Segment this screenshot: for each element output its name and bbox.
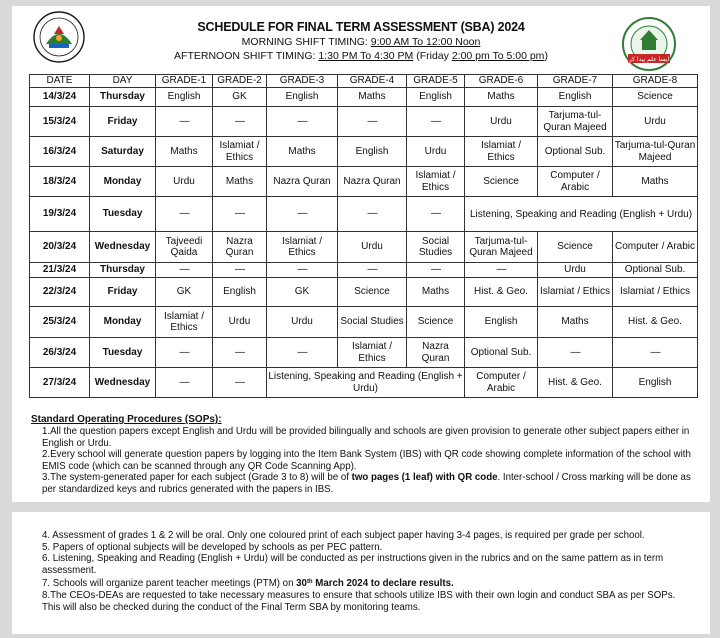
sop-item-7-a: 7. Schools will organize parent teacher meetings (PTM) on [42,578,297,590]
cell-grade-1: Islamiat / Ethics [156,307,213,338]
cell-grade-7: — [538,338,613,368]
afternoon-label: AFTERNOON SHIFT TIMING: [174,50,319,62]
col-header-grade-7: GRADE-7 [538,75,613,88]
cell-grade-5: — [407,263,465,278]
cell-day: Wednesday [90,232,156,263]
cell-date: 18/3/24 [30,167,90,197]
cell-grade-1: — [156,107,213,137]
cell-grade-5: Urdu [407,137,465,167]
cell-grade-1: — [156,368,213,398]
cell-grade-7: Maths [538,307,613,338]
cell-grade-8: Computer / Arabic [613,232,698,263]
afternoon-close: ) [544,50,548,62]
cell-grade-2: — [213,338,267,368]
cell-date: 19/3/24 [30,197,90,232]
cell-date: 27/3/24 [30,368,90,398]
sop-item-3-a: 3.The system-generated paper for each subject (Grade 3 to 8) will be of [42,472,352,484]
cell-grade-3-5: Listening, Speaking and Reading (English + Urdu) [267,368,465,398]
cell-grade-5: Social Studies [407,232,465,263]
cell-date: 25/3/24 [30,307,90,338]
sops-title: Standard Operating Procedures (SOPs): [31,414,222,425]
cell-date: 21/3/24 [30,263,90,278]
cell-grade-2: GK [213,88,267,107]
cell-grade-7: Tarjuma-tul-Quran Majeed [538,107,613,137]
cell-grade-5: — [407,107,465,137]
cell-day: Monday [90,307,156,338]
cell-grade-2: — [213,368,267,398]
cell-grade-2: — [213,107,267,137]
cell-grade-3: — [267,107,338,137]
cell-grade-4: Science [338,278,407,307]
sop-item-6: 6. Listening, Speaking and Reading (English + Urdu) will be conducted as per instructions given in the rubrics and on the same pattern as in term assessment. [42,553,664,576]
table-row [30,232,698,263]
cell-grade-5: Islamiat / Ethics [407,167,465,197]
cell-grade-6: Science [465,167,538,197]
cell-grade-1: English [156,88,213,107]
cell-grade-8: — [613,338,698,368]
cell-day: Tuesday [90,197,156,232]
cell-day: Wednesday [90,368,156,398]
cell-grade-2: — [213,263,267,278]
cell-grade-6: Tarjuma-tul-Quran Majeed [465,232,538,263]
col-header-grade-8: GRADE-8 [613,75,698,88]
afternoon-shift-timing [12,50,710,62]
cell-grade-6: Hist. & Geo. [465,278,538,307]
cell-grade-7: Urdu [538,263,613,278]
cell-grade-1: — [156,197,213,232]
cell-date: 20/3/24 [30,232,90,263]
col-header-grade-3: GRADE-3 [267,75,338,88]
sops-list-continued [31,530,691,613]
afternoon-time: 1:30 PM To 4:30 PM [318,50,414,62]
sop-item-7-sup: th [306,578,313,585]
table-row [30,197,698,232]
table-header-row [30,75,698,88]
cell-grade-4: English [338,137,407,167]
cell-grade-4: Social Studies [338,307,407,338]
col-header-grade-1: GRADE-1 [156,75,213,88]
cell-grade-4: Urdu [338,232,407,263]
cell-grade-8: Optional Sub. [613,263,698,278]
cell-grade-8: Hist. & Geo. [613,307,698,338]
sop-item-7-c: March 2024 to declare results. [312,578,454,590]
cell-grade-3: Nazra Quran [267,167,338,197]
table-row [30,307,698,338]
sop-item-3-bold: two pages (1 leaf) with QR code [351,472,498,484]
cell-grade-7: Science [538,232,613,263]
sops-list [31,426,691,496]
cell-grade-5: — [407,197,465,232]
cell-day: Tuesday [90,338,156,368]
sop-item-2: 2.Every school will generate question papers by logging into the Item Bank System (IBS) with QR code showing complete information of the school with EMIS code (which can be scanned through any QR Code Scanning App). [42,449,691,472]
cell-grade-1: GK [156,278,213,307]
cell-grade-8: Maths [613,167,698,197]
cell-grade-6-8: Listening, Speaking and Reading (English + Urdu) [465,197,698,232]
col-header-grade-2: GRADE-2 [213,75,267,88]
cell-grade-7: Optional Sub. [538,137,613,167]
cell-grade-3: Islamiat / Ethics [267,232,338,263]
morning-time: 9:00 AM To 12:00 Noon [370,36,481,48]
cell-grade-2: Urdu [213,307,267,338]
table-row [30,137,698,167]
sop-item-4: 4. Assessment of grades 1 & 2 will be oral. Only one coloured print of each subject paper having 3-4 pages, is required per grade per school. [42,530,645,541]
table-row [30,88,698,107]
cell-grade-7: Hist. & Geo. [538,368,613,398]
col-header-day: DAY [90,75,156,88]
sop-item-7-date: 30 [296,578,307,590]
cell-day: Monday [90,167,156,197]
col-header-grade-5: GRADE-5 [407,75,465,88]
morning-shift-timing [12,36,710,48]
table-row [30,263,698,278]
cell-grade-5: Science [407,307,465,338]
sop-item-7 [31,576,691,590]
sop-item-3-c: . Inter-school / Cross marking will be done as per standardized keys and rubrics generated with the papers in IBS. [42,472,691,495]
cell-grade-7: Computer / Arabic [538,167,613,197]
cell-grade-2: Nazra Quran [213,232,267,263]
col-header-date: DATE [30,75,90,88]
cell-date: 15/3/24 [30,107,90,137]
document-page-1 [12,6,710,502]
schedule-title: SCHEDULE FOR FINAL TERM ASSESSMENT (SBA) 2024 [197,20,525,34]
cell-grade-4: — [338,197,407,232]
cell-grade-8: Islamiat / Ethics [613,278,698,307]
cell-grade-8: Science [613,88,698,107]
cell-grade-3: Urdu [267,307,338,338]
morning-label: MORNING SHIFT TIMING: [241,36,371,48]
cell-grade-2: English [213,278,267,307]
cell-date: 16/3/24 [30,137,90,167]
cell-grade-4: Maths [338,88,407,107]
cell-grade-6: — [465,263,538,278]
cell-day: Saturday [90,137,156,167]
cell-grade-5: Maths [407,278,465,307]
cell-grade-2: Maths [213,167,267,197]
cell-grade-2: Islamiat / Ethics [213,137,267,167]
cell-grade-2: — [213,197,267,232]
cell-date: 14/3/24 [30,88,90,107]
cell-grade-1: Tajveedi Qaida [156,232,213,263]
table-row [30,167,698,197]
cell-grade-1: Maths [156,137,213,167]
col-header-grade-6: GRADE-6 [465,75,538,88]
seal-text: ایسا علم پیدا کر [628,56,670,63]
cell-grade-5: English [407,88,465,107]
sop-item-1: 1.All the question papers except English and Urdu will be provided bilingually and schools are given provision to generate other subject papers either in English or Urdu. [42,426,690,449]
cell-grade-4: — [338,107,407,137]
cell-grade-4: Islamiat / Ethics [338,338,407,368]
cell-grade-8: Urdu [613,107,698,137]
cell-day: Thursday [90,88,156,107]
document-page-2 [12,512,710,634]
cell-grade-3: — [267,263,338,278]
cell-grade-3: GK [267,278,338,307]
sop-item-5: 5. Papers of optional subjects will be developed by schools as per PEC pattern. [42,541,383,553]
cell-grade-7: Islamiat / Ethics [538,278,613,307]
afternoon-friday-time: 2:00 pm To 5:00 pm [451,50,545,62]
cell-grade-3: — [267,197,338,232]
cell-grade-1: Urdu [156,167,213,197]
cell-day: Friday [90,107,156,137]
cell-grade-4: Nazra Quran [338,167,407,197]
cell-grade-4: — [338,263,407,278]
cell-grade-6: Optional Sub. [465,338,538,368]
cell-date: 22/3/24 [30,278,90,307]
cell-grade-8: English [613,368,698,398]
table-row [30,107,698,137]
cell-grade-6: English [465,307,538,338]
cell-grade-3: — [267,338,338,368]
afternoon-friday: (Friday [413,50,452,62]
cell-grade-6: Maths [465,88,538,107]
table-row [30,278,698,307]
cell-grade-1: — [156,338,213,368]
table-row [30,338,698,368]
cell-grade-8: Tarjuma-tul-Quran Majeed [613,137,698,167]
col-header-grade-4: GRADE-4 [338,75,407,88]
cell-grade-6: Urdu [465,107,538,137]
cell-day: Thursday [90,263,156,278]
sop-item-3 [31,472,691,495]
cell-grade-6: Computer / Arabic [465,368,538,398]
cell-grade-1: — [156,263,213,278]
cell-day: Friday [90,278,156,307]
sop-item-8: 8.The CEOs-DEAs are requested to take necessary measures to ensure that schools utilize IBS with their own login and conduct SBA as per SOPs. This will also be checked during the conduct of the Final Term SBA by monitoring teams. [42,590,676,613]
cell-date: 26/3/24 [30,338,90,368]
cell-grade-7: English [538,88,613,107]
cell-grade-5: Nazra Quran [407,338,465,368]
cell-grade-6: Islamiat / Ethics [465,137,538,167]
cell-grade-3: Maths [267,137,338,167]
table-row [30,368,698,398]
schedule-table [29,74,698,398]
cell-grade-3: English [267,88,338,107]
